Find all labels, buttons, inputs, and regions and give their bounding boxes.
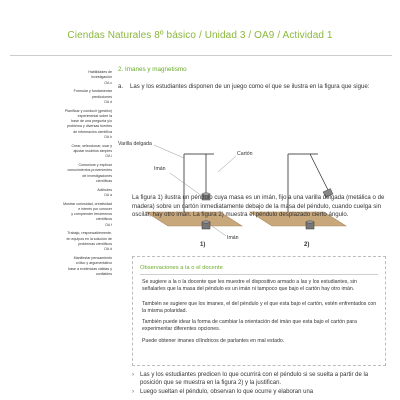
label-figure-1: 1) (200, 242, 206, 248)
sidebar-block (40, 70, 112, 86)
bullet-text-2: Luego sueltan el péndulo, observan lo que ocurre y elaboran una (140, 389, 314, 395)
sidebar-line: Trabajo, responsablemente, (67, 231, 112, 236)
sidebar-line: confiables (95, 271, 112, 276)
sidebar-block (40, 188, 112, 199)
sidebar-line: Mostrar curiosidad, creatividad (63, 201, 112, 206)
sidebar-line: investigación (91, 75, 112, 80)
teacher-note-2: También se sugiere que los imanes, el del péndulo y el que esta bajo el cartón, estén enfrentados con la misma polaridad. (142, 301, 377, 314)
teacher-note-3: También puede idear la forma de cambiar la orientación del imán que esta bajo el cartón para experimentar diferentes opciones. (142, 319, 357, 332)
header-divider (10, 55, 392, 56)
sidebar-line: ajustar modelos simples (73, 149, 112, 154)
sidebar-line: y comprender fenómenos (71, 212, 112, 217)
sidebar-line: base de una pregunta y/o (71, 119, 112, 124)
sidebar-line: conocimientos provenientes (67, 168, 112, 173)
sidebar-line: base a evidencias válidas y (68, 266, 112, 271)
label-figure-2: 2) (304, 242, 310, 248)
rod-2 (310, 154, 328, 190)
leader-carton (218, 156, 236, 172)
sidebar-line: científicos (96, 217, 112, 222)
sidebar-line: OA f (105, 222, 112, 227)
sidebar-line: Crear, seleccionar, usar y (71, 143, 112, 148)
sidebar-line: en equipos en la solución de (66, 236, 112, 241)
sidebar-line: OA a (104, 192, 112, 197)
sidebar-line: Manifestar pensamiento (73, 256, 112, 261)
item-a-mark: a. (118, 83, 124, 90)
sidebar-block (40, 231, 112, 252)
sidebar-line: OA l (105, 154, 112, 159)
pendulum-magnet-2 (323, 189, 333, 198)
cardboard-2 (250, 212, 346, 226)
sidebar-line: de investigaciones (82, 173, 112, 178)
sidebar-objectives (40, 70, 112, 281)
label-iman-1: Imán (154, 166, 166, 172)
sidebar-line: problemas científicos (78, 242, 112, 247)
sidebar-line: e interés por conocer (78, 206, 112, 211)
sidebar-line: problema y diversas fuentes (67, 124, 112, 129)
leader-varilla (154, 145, 184, 158)
pendulum-figure (118, 114, 386, 254)
section-title: 2. Imanes y magnetismo (118, 66, 187, 73)
sidebar-block (40, 202, 112, 228)
sidebar-line: experimental sobre la (77, 113, 112, 118)
sidebar-line: OA c (104, 80, 112, 85)
sidebar-line: OA d (104, 247, 112, 252)
sidebar-block (40, 163, 112, 184)
leader-iman-1 (170, 173, 202, 196)
bullet-text-1: Las y los estudiantes predicen lo que ocurrirá con el péndulo si se suelta a partir de la posición que se muestra en la figura 2) y la justifican. (140, 372, 369, 386)
chevron-right-icon: › (132, 372, 134, 378)
sidebar-block (40, 144, 112, 160)
sidebar-line: crítico y argumentativo (75, 261, 112, 266)
chevron-right-icon: › (132, 389, 134, 395)
label-varilla: Varilla delgada (118, 141, 152, 147)
teacher-note-4: Puede obtener imanes cilíndricos de parlantes en mal estado. (142, 338, 285, 344)
sidebar-line: OA h (104, 135, 112, 140)
item-a-text: Las y los estudiantes disponen de un juego como el que se ilustra en la figura que sigue: (130, 83, 370, 90)
document-header (0, 30, 400, 41)
leader-iman-2 (212, 226, 226, 236)
sidebar-line: Planificar y conducir (gestión) (64, 108, 112, 113)
sidebar-line: científicas (96, 178, 112, 183)
sidebar-line: Habilidades de (88, 70, 112, 74)
figure-description: La figura 1) ilustra un péndulo cuya masa es un imán, fijo a una varilla delgada (metálica o de madera) sobre un cartón inmediatamente debajo de la masa del péndulo, cuando cuelga sin oscilar, hay otro imán. La figura 2) muestra el péndulo desplazado cierto ángulo. (132, 194, 385, 219)
teacher-notes-title: Observaciones a la o el docente (140, 265, 223, 271)
sidebar-block (40, 256, 112, 277)
sidebar-line: OA d (104, 99, 112, 104)
cardboard-1 (146, 212, 242, 226)
sidebar-block (40, 89, 112, 105)
teacher-notes-box (132, 256, 386, 366)
label-iman-2: Imán (227, 235, 239, 241)
header-title: Ciendas Naturales 8º básico / Unidad 3 / OA9 / Actividad 1 (67, 30, 333, 41)
sidebar-line: de información científica (73, 129, 112, 134)
label-carton: Cartón (237, 151, 253, 157)
pendulum-illustration (118, 114, 386, 254)
teacher-note-1: Se sugiere a la o la docente que les muestre el dispositivo armado a las y los estudiantes, sin señalarles que la masa del péndulo es un imán ni tampoco que bajo el cartón hay otro imán. (142, 279, 357, 292)
teacher-notes-divider (140, 274, 378, 275)
sidebar-line: Formular y fundamentar (73, 89, 112, 94)
sidebar-line: Actitudes (97, 187, 112, 192)
sidebar-line: Comunicar y explicar (78, 163, 112, 168)
sidebar-line: predicciones (91, 94, 112, 99)
sidebar-block (40, 109, 112, 141)
